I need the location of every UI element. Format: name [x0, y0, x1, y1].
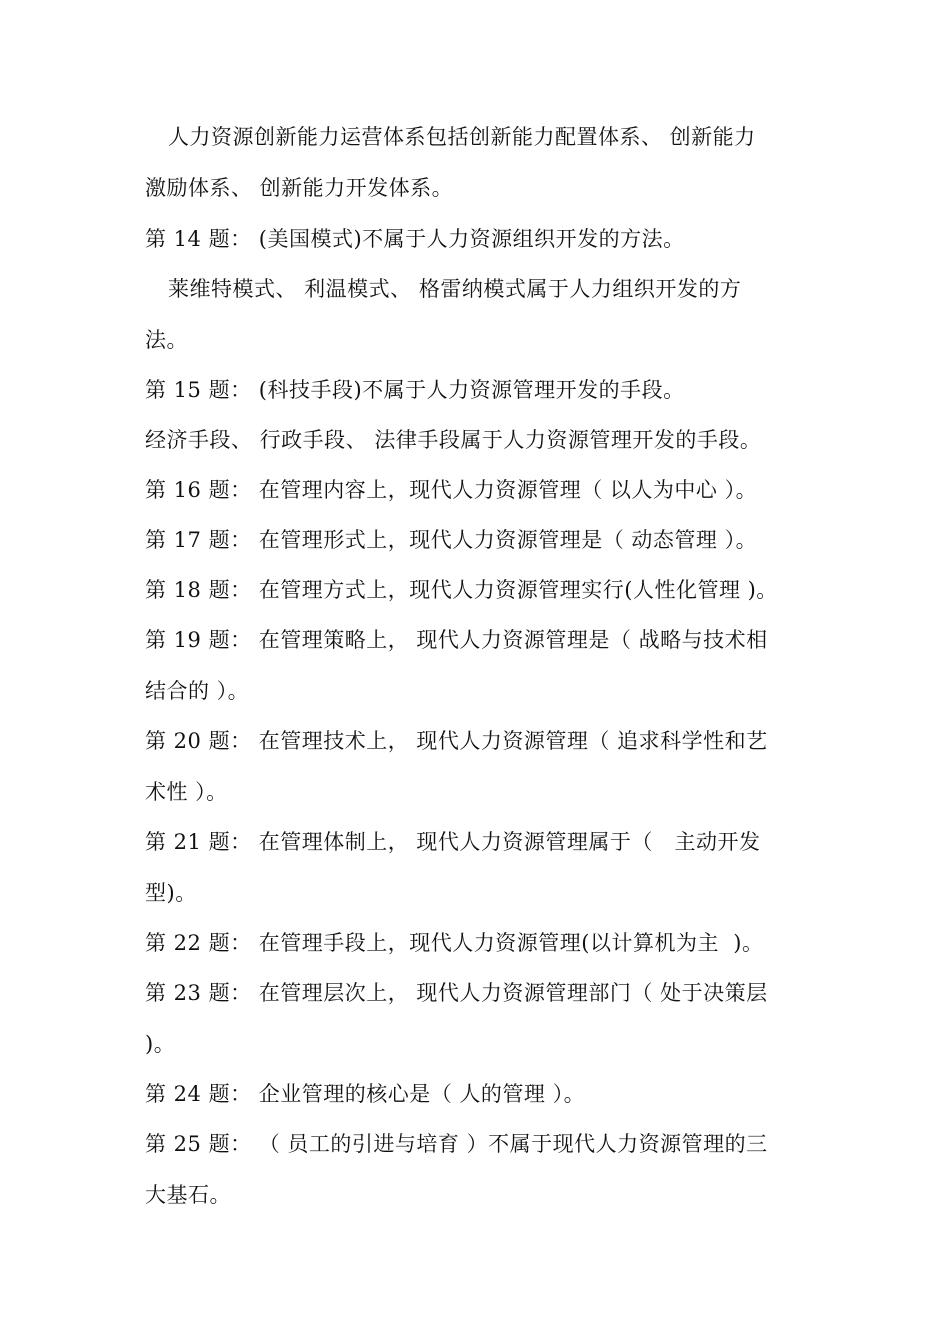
paragraph-line: 型)。 — [145, 881, 197, 905]
paragraph-line: 法。 — [145, 328, 188, 352]
question-25: 第 25 题： （ 员工的引进与培育 ）不属于现代人力资源管理的三 — [145, 1132, 768, 1156]
paragraph-line: 术性 ）。 — [145, 780, 228, 804]
paragraph-line: 人力资源创新能力运营体系包括创新能力配置体系、 创新能力 — [168, 125, 756, 149]
question-24: 第 24 题： 企业管理的核心是（ 人的管理 ）。 — [145, 1082, 586, 1106]
paragraph-line: 结合的 ）。 — [145, 679, 250, 703]
question-15: 第 15 题： (科技手段)不属于人力资源管理开发的手段。 — [145, 378, 685, 402]
question-23: 第 23 题： 在管理层次上， 现代人力资源管理部门（ 处于决策层 — [145, 981, 768, 1005]
question-21: 第 21 题： 在管理体制上， 现代人力资源管理属于（ 主动开发 — [145, 830, 761, 854]
paragraph-line: 大基石。 — [145, 1183, 231, 1207]
question-17: 第 17 题： 在管理形式上，现代人力资源管理是（ 动态管理 ）。 — [145, 528, 758, 552]
question-19: 第 19 题： 在管理策略上， 现代人力资源管理是（ 战略与技术相 — [145, 628, 768, 652]
paragraph-line: )。 — [145, 1032, 176, 1056]
question-20: 第 20 题： 在管理技术上， 现代人力资源管理（ 追求科学性和艺 — [145, 729, 768, 753]
question-22: 第 22 题： 在管理手段上，现代人力资源管理(以计算机为主 )。 — [145, 931, 764, 955]
question-16: 第 16 题： 在管理内容上，现代人力资源管理（ 以人为中心 ）。 — [145, 478, 758, 502]
paragraph-line: 莱维特模式、 利温模式、 格雷纳模式属于人力组织开发的方 — [168, 277, 742, 301]
paragraph-line: 激励体系、 创新能力开发体系。 — [145, 176, 454, 200]
question-18: 第 18 题： 在管理方式上，现代人力资源管理实行(人性化管理 )。 — [145, 578, 778, 602]
question-14: 第 14 题： (美国模式)不属于人力资源组织开发的方法。 — [145, 227, 685, 251]
paragraph-line: 经济手段、 行政手段、 法律手段属于人力资源管理开发的手段。 — [145, 428, 762, 452]
